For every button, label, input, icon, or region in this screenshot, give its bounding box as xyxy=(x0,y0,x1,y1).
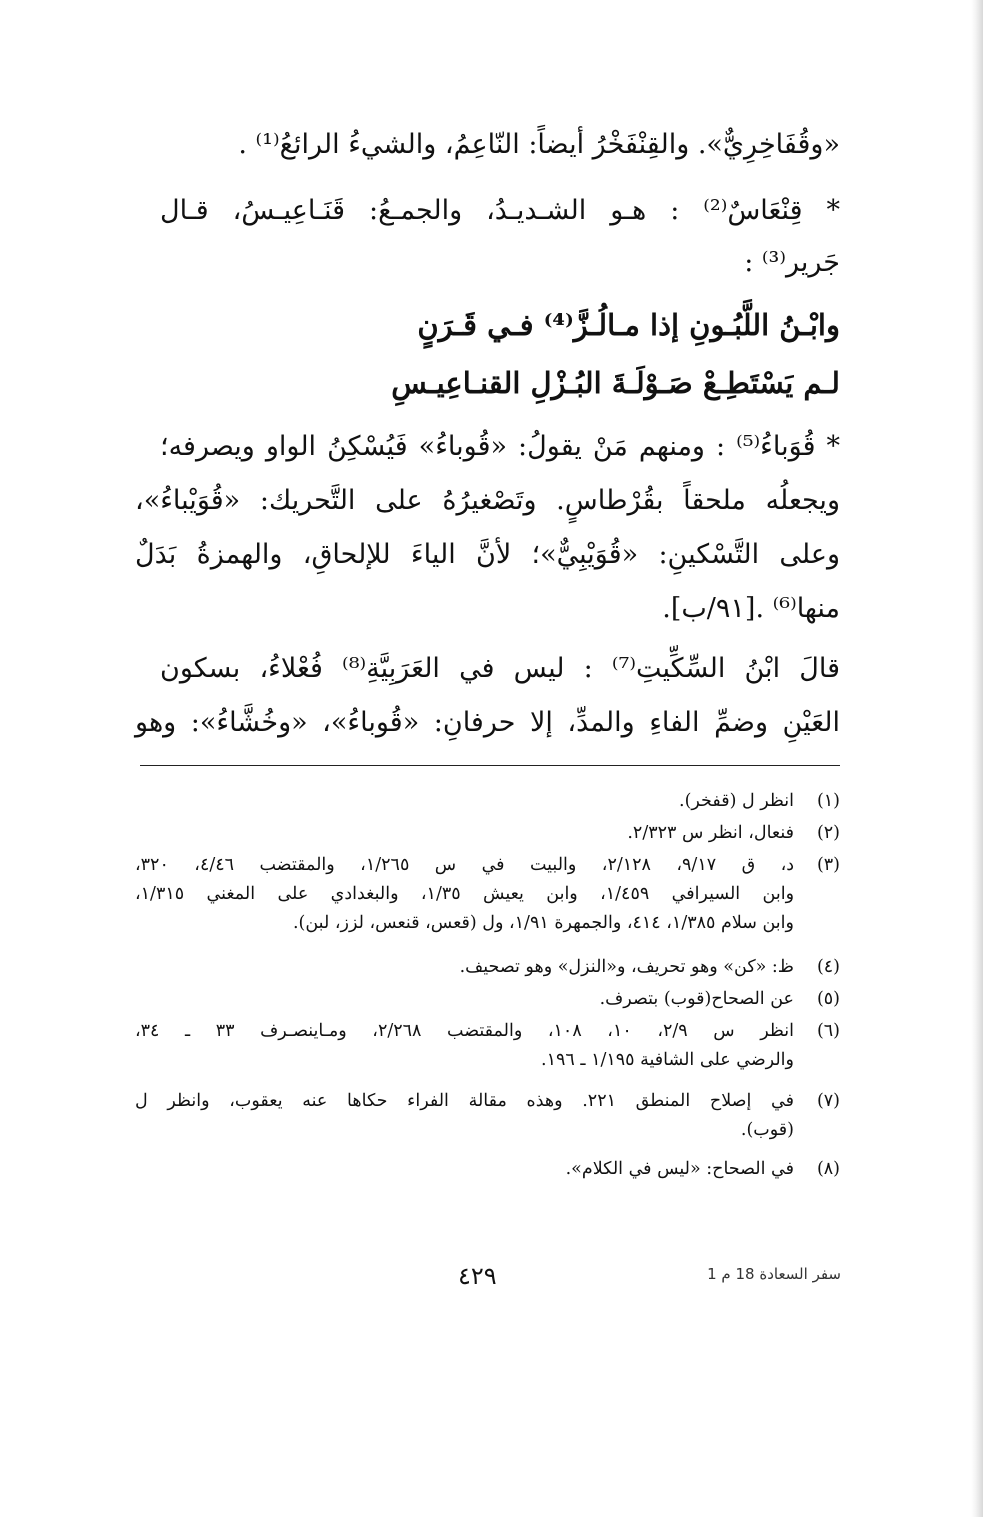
footnote-text: انظر س ٢/٩، ١٠، ١٠٨، والمقتضب ٢/٢٦٨، ومـاينصـرف ٣٣ ـ ٣٤، xyxy=(135,1021,794,1041)
footnote-number: (٦) xyxy=(816,1021,840,1041)
footnote-text: عن الصحاح(قوب) بتصرف. xyxy=(599,989,794,1009)
body-line: ويجعلُه ملحقاً بقُرْطاسٍ. وتَصْغيرُهُ على التَّحريك: «قُوَيْباءُ»، xyxy=(135,485,840,516)
body-line: * قِنْعَاسٌ⁽²⁾ : هـو الشـديـدُ، والجمـعُ: قَنَـاعِيـسُ، قـال xyxy=(160,195,840,226)
footnote xyxy=(135,985,840,1014)
footnote-number: (١) xyxy=(816,791,840,811)
footnote-text: (قوب). xyxy=(740,1120,794,1140)
verse-line-2: لـم يَسْتَطِـعْ صَـوْلَـةَ البُـزْلِ القنـاعِيـسِ xyxy=(391,366,840,400)
footnote-number: (٢) xyxy=(816,823,840,843)
body-line: العَيْنِ وضمِّ الفاءِ والمدِّ، إلا حرفانِ: «قُوباءُ»، «وخُشَّاءُ»: وهو xyxy=(135,707,840,738)
body-line: جَرير⁽³⁾ : xyxy=(744,247,840,278)
body-line: وعلى التَّسْكينِ: «قُوَيْبِيٌّ»؛ لأنَّ الياءَ للإلحاقِ، والهمزةُ بَدَلٌ xyxy=(135,539,840,570)
footnote xyxy=(135,851,840,938)
footnote-text: في إصلاح المنطق ٢٢١. وهذه مقالة الفراء حكاها عنه يعقوب، وانظر ل xyxy=(135,1091,794,1111)
footnote xyxy=(135,787,840,816)
footnote-number: (٧) xyxy=(816,1091,840,1111)
footnote-text: وابن السيرافي ١/٤٥٩، وابن يعيش ١/٣٥، والبغدادي على المغني ١/٣١٥، xyxy=(135,884,795,904)
footnote xyxy=(135,1017,840,1075)
footnote-number: (٤) xyxy=(816,957,840,977)
footnote xyxy=(135,819,840,848)
page-edge-shadow xyxy=(971,0,983,1517)
footnote-separator xyxy=(140,765,840,766)
footnote-text: انظر ل (قفخر). xyxy=(679,791,794,811)
page-number: ٤٢٩ xyxy=(458,1262,497,1290)
footnote-number: (٣) xyxy=(816,855,840,875)
footnote xyxy=(135,1087,840,1145)
verse-line-1: وابْـنُ اللَّبُـونِ إذا مـالُـزَّ⁽⁴⁾ فـي قَـرَنٍ xyxy=(417,308,840,342)
body-line: منها⁽⁶⁾ .[٩١/ب]. xyxy=(662,593,840,624)
body-line: * قُوَباءُ⁽⁵⁾ : ومنهم مَنْ يقولُ: «قُوباءُ» فَيُسْكِنُ الواو ويصرفه؛ xyxy=(160,431,840,462)
footnote-text: في الصحاح: «ليس في الكلام». xyxy=(565,1159,794,1179)
footnote-text: فنعال، انظر س ٢/٣٢٣. xyxy=(627,823,794,843)
footnote-number: (٥) xyxy=(816,989,840,1009)
footnote-number: (٨) xyxy=(816,1159,840,1179)
footnote xyxy=(135,953,840,982)
running-footer: سفر السعادة 18 م 1 xyxy=(707,1265,841,1283)
body-line: «وقُفَاخِرِيٌّ». والقِنْفَخْرُ أيضاً: النّاعِمُ، والشيءُ الرائعُ⁽¹⁾ . xyxy=(238,129,840,160)
body-line: قالَ ابْنُ السِّكِّيتِ⁽⁷⁾ : ليس في العَرَبِيَّةِ⁽⁸⁾ فُعْلاءُ، بسكون xyxy=(160,653,840,684)
footnote-text: وابن سلام ١/٣٨٥، ٤١٤، والجمهرة ١/٩١، ول (قعس، قنعس، لزز، لبن). xyxy=(292,913,794,933)
footnote xyxy=(135,1155,840,1184)
footnote-text: ظ: «كن» وهو تحريف، و«النزل» وهو تصحيف. xyxy=(459,957,794,977)
footnote-text: والرضي على الشافية ١/١٩٥ ـ ١٩٦. xyxy=(541,1050,794,1070)
footnote-text: د، ق ٩/١٧، ٢/١٢٨، والبيت في س ١/٢٦٥، والمقتضب ٤/٤٦، ٣٢٠، xyxy=(135,855,795,875)
